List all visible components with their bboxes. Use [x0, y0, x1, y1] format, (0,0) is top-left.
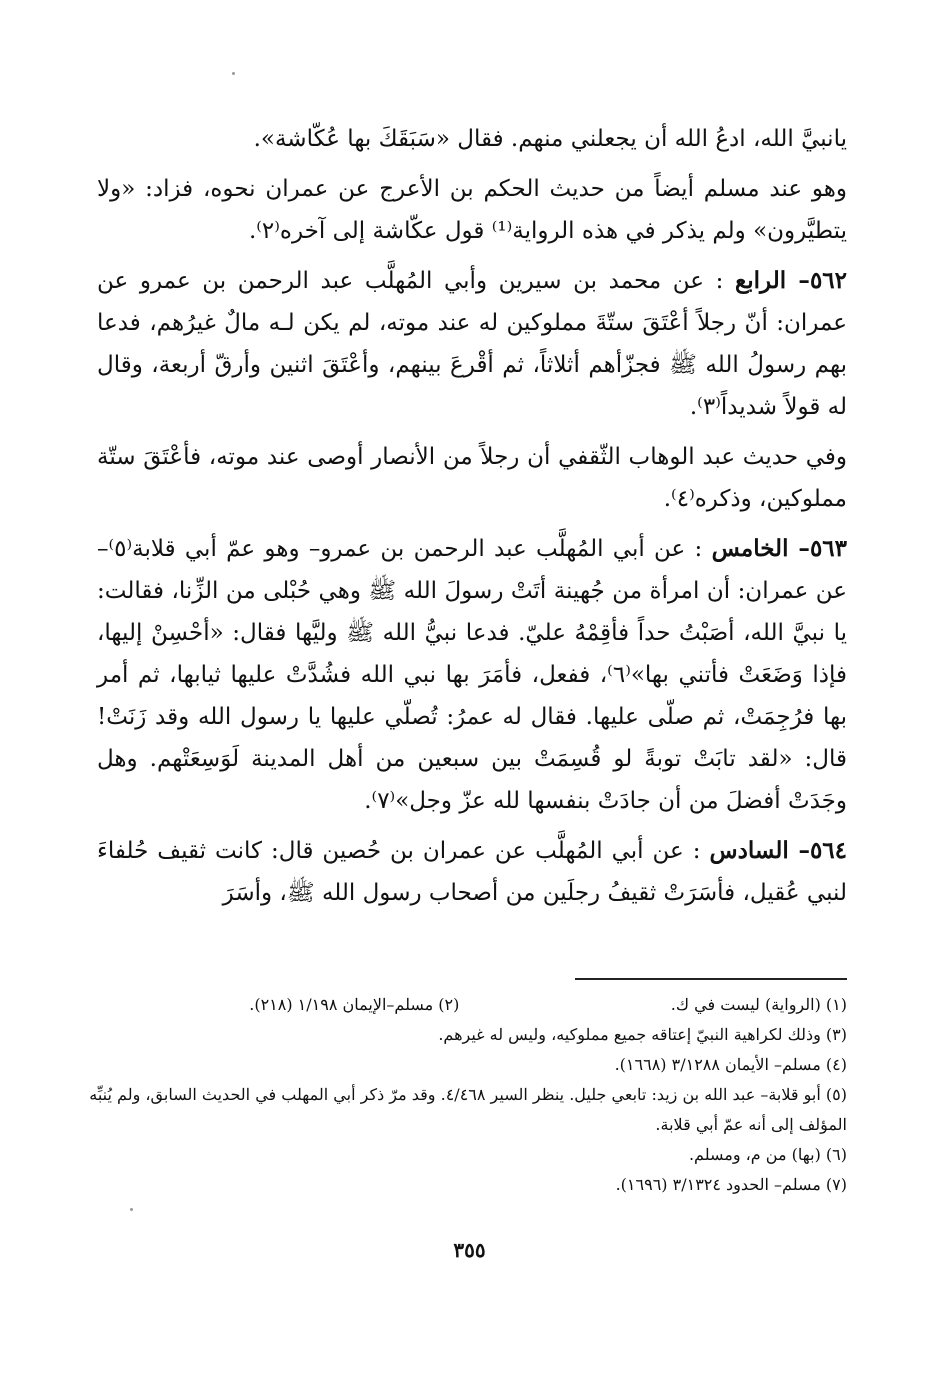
footnote-7: (٧) مسلم– الحدود ٣/١٣٢٤ (١٦٩٦).	[615, 1175, 847, 1194]
main-text	[97, 118, 847, 922]
footnote-4: (٤) مسلم– الأيمان ٣/١٢٨٨ (١٦٦٨).	[614, 1055, 847, 1074]
footnote-row	[87, 990, 847, 1020]
footnote-1: (١) (الرواية) ليست في ك.	[670, 995, 847, 1014]
scan-speck	[130, 1208, 133, 1211]
paragraph-text: وفي حديث عبد الوهاب الثّقفي أن رجلاً من الأنصار أوصى عند موته، فأعْتَقَ ستّة مملوكين، وذكره⁽٤⁾.	[97, 444, 847, 512]
paragraph-text: : عن أبي المُهلَّب عبد الرحمن بن عمرو– وهو عمّ أبي قلابة⁽٥⁾– عن عمران: أن امرأة من جُهينة أتَتْ رسولَ الله ﷺ وهي حُبْلى من الزِّنا، فقالت: يا نبيَّ الله، أصَبْتُ حداً فأقِمْهُ عليّ. فدعا نبيُّ الله ﷺ وليَّها فقال: «أحْسِنْ إليها، فإذا وَضَعَتْ فأتني بها»⁽٦⁾، ففعل، فأمَرَ بها نبي الله فشُدَّتْ عليها ثيابها، ثم أمر بها فرُجِمَتْ، ثم صلّى عليها. فقال له عمرُ: تُصلّي عليها يا رسول الله وقد زَنَتْ! قال: «لقد تابَتْ توبةً لو قُسِمَتْ بين سبعين من أهل المدينة لَوَسِعَتْهم. وهل وجَدَتْ أفضلَ من أن جادَتْ بنفسها لله عزّ وجل»⁽٧⁾.	[97, 536, 847, 814]
entry-number: ٥٦٢	[809, 267, 847, 294]
paragraph	[97, 168, 847, 252]
entry-number: ٥٦٤	[809, 837, 848, 864]
footnote-5: (٥) أبو قلابة– عبد الله بن زيد: تابعي جليل. ينظر السير ٤/٤٦٨. وقد مرّ ذكر أبي المهلب في الحديث السابق، ولم يُنبِّه المؤلف إلى أنه عمّ أبي قلابة.	[89, 1085, 847, 1134]
footnote-2: (٢) مسلم–الإيمان ١/١٩٨ (٢١٨).	[249, 995, 460, 1014]
paragraph-text: وهو عند مسلم أيضاً من حديث الحكم بن الأعرج عن عمران نحوه، فزاد: «ولا يتطيَّرون» ولم يذكر في هذه الرواية⁽¹⁾ قول عكّاشة إلى آخره⁽٢⁾.	[97, 176, 847, 244]
entry-label: – السادس	[709, 837, 810, 864]
paragraph-text: يانبيَّ الله، ادعُ الله أن يجعلني منهم. فقال «سَبَقَكَ بها عُكّاشة».	[253, 126, 847, 152]
hadith-entry-562	[97, 260, 847, 428]
entry-label: – الخامس	[711, 535, 810, 562]
footnote-6: (٦) (بها) من م، ومسلم.	[688, 1145, 847, 1164]
footnote-divider	[575, 978, 847, 980]
paragraph-text: : عن محمد بن سيرين وأبي المُهلَّب عبد الرحمن بن عمرو عن عمران: أنّ رجلاً أعْتَقَ ستّةَ مملوكين له عند موته، لم يكن لـه مالٌ غيرُهم، فدعا بهم رسولُ الله ﷺ فجزّأهم أثلاثاً، ثم أقْرعَ بينهم، وأعْتَقَ اثنين وأرقّ أربعة، وقال له قولاً شديداً⁽٣⁾.	[97, 268, 847, 420]
paragraph	[97, 436, 847, 520]
paragraph-text: : عن أبي المُهلَّب عن عمران بن حُصين قال: كانت ثقيف حُلفاءَ لنبي عُقيل، فأسَرَتْ ثقيفُ رجلَين من أصحاب رسول الله ﷺ، وأسَرَ	[97, 838, 847, 906]
entry-label: – الرابع	[735, 267, 810, 294]
footnote-3: (٣) وذلك لكراهية النبيّ إعتاقه جميع مملوكيه، وليس له غيرهم.	[438, 1025, 847, 1044]
scan-speck	[232, 72, 235, 75]
page-number: ٣٥٥	[453, 1238, 486, 1262]
hadith-entry-564	[97, 830, 847, 914]
hadith-entry-563	[97, 528, 847, 822]
paragraph	[97, 118, 847, 160]
entry-number: ٥٦٣	[809, 535, 847, 562]
footnotes	[87, 990, 847, 1200]
